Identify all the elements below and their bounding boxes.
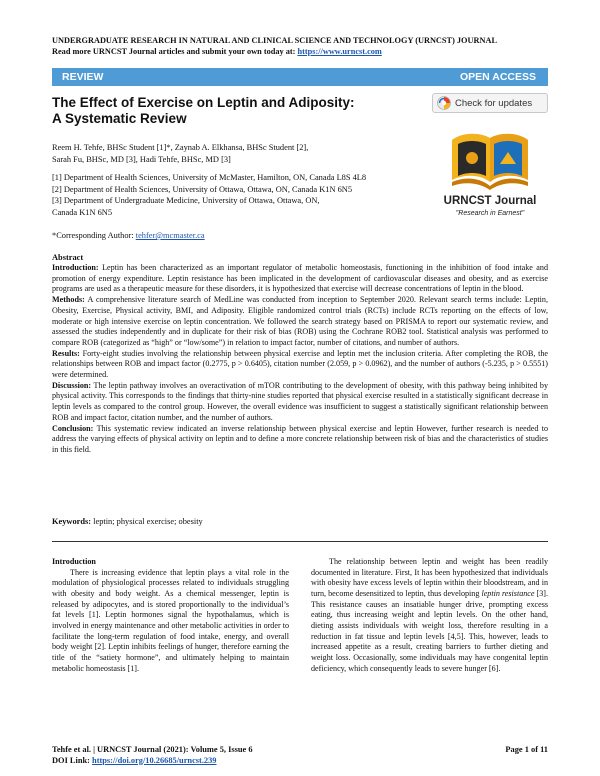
abstract-methods <box>52 295 548 349</box>
abstract-discussion-label: Discussion: <box>52 380 92 390</box>
footer-doi <box>52 756 412 767</box>
abstract-results-text: Forty-eight studies involving the relationship between physical exercise and leptin met the inclusion criteria. After completing the ROB, the relationships between ROB and impact factor (0.2775, p > 0.6405), citation number (2.059, p > 0.0962), and the number of authors (-5.235, p > 0.5551) were determined. <box>52 348 548 380</box>
page-number: Page 1 of 11 <box>505 745 548 754</box>
article-title-line1: The Effect of Exercise on Leptin and Adiposity: <box>52 95 355 110</box>
logo-tagline: "Research in Earnest" <box>455 210 525 217</box>
body-column-left <box>52 557 289 674</box>
banner-open-access-label: OPEN ACCESS <box>459 70 536 83</box>
check-updates-label: Check for updates <box>455 97 533 109</box>
author-list <box>52 142 392 165</box>
abstract-results-label: Results: <box>52 348 80 358</box>
authors-line2: Sarah Fu, BHSc, MD [3], Hadi Tehfe, BHSc, MD [3] <box>52 154 231 164</box>
abstract-methods-label: Methods: <box>52 295 85 305</box>
keywords <box>52 517 548 526</box>
introduction-paragraph-1: There is increasing evidence that leptin plays a vital role in the modulation of physiological processes related to individuals struggling with obesity and body weight. As a chemical messenger, leptin is released by adipocytes, and is stored proportionally to the individual’s fat levels [1]. Leptin hormones signal the hypothalamus, which is involved in energy maintenance and other metabolic activities in order to facilitate the long-term regulation of food intake, energy, and overall body weight [2]. Leptin inhibits feelings of hunger, therefore earning the title of the “satiety hormone”, and ultimately helping to maintain metabolic homeostasis [1]. <box>52 567 289 673</box>
abstract-discussion <box>52 381 548 424</box>
abstract-body <box>52 263 548 456</box>
check-updates-icon <box>437 96 451 110</box>
corresponding-label: *Corresponding Author: <box>52 231 136 240</box>
journal-cta <box>52 47 552 58</box>
paragraph-2-text-a: The relationship between leptin and weight has been readily documented in literature. First, It has been hypothesized that individuals with obesity have excess levels of leptin within their bloodstream, and in turn, become desensitized to leptin, thus developing <box>311 557 548 598</box>
authors-line1: Reem H. Tehfe, BHSc Student [1]*, Zaynab A. Elkhansa, BHSc Student [2], <box>52 143 309 152</box>
section-divider <box>52 541 548 542</box>
corresponding-email-link[interactable]: tehfer@mcmaster.ca <box>135 231 205 240</box>
abstract-intro-text: Leptin has been characterized as an important regulator of metabolic homeostasis, functioning in the inhibition of food intake and promotion of energy expenditure. Leptin resistance has been implicated in the development of cardiovascular diseases and obesity, and as exercise programs are used as a therapeutic measure for these disorders, it is hypothesized that exercise will decrease concentrations of leptin in the blood. <box>52 263 548 294</box>
abstract-conclusion-text: This systematic review indicated an inverse relationship between physical exercise and leptin However, further research is needed to address the varying effects of physical activity on leptin and to define a more concrete relationship between risk of bias and the characteristics of studies in this field. <box>52 423 548 454</box>
keywords-text: leptin; physical exercise; obesity <box>91 517 203 526</box>
article-type-banner <box>52 68 548 86</box>
article-title-line2: A Systematic Review <box>52 111 187 126</box>
urncst-logo <box>440 130 540 220</box>
abstract-methods-text: A comprehensive literature search of MedLine was conducted from inception to September 2020. Relevant search terms include: Leptin, Obesity, Exercise, Physical activity, BMI, and Adiposity. Eligible randomized control trials (RCTs) include RCTs reporting on the effects of low, moderate or high intensive exercise on leptin concentration. We followed the search strategy based on PRISMA to report our systematic review, and assessed the studies independently and in duplicate for their risk of bias (ROB) using the Cochrane ROB2 tool. Statistical analysis was performed to compare ROB (categorized as “high” or “low/some”) in relation to impact factor, number of citations, and number of authors. <box>52 295 548 347</box>
abstract-introduction <box>52 263 548 295</box>
abstract-conclusion-label: Conclusion: <box>52 423 94 433</box>
affiliation-2: [2] Department of Health Sciences, University of Ottawa, Ottawa, ON, Canada K1N 6N5 <box>52 184 353 194</box>
logo-wordmark: URNCST Journal <box>443 195 537 207</box>
abstract-conclusion <box>52 424 548 456</box>
abstract-intro-label: Introduction: <box>52 263 99 272</box>
affiliation-3-cont: Canada K1N 6N5 <box>52 207 113 217</box>
keywords-label: Keywords: <box>52 517 92 526</box>
journal-title: UNDERGRADUATE RESEARCH IN NATURAL AND CLINICAL SCIENCE AND TECHNOLOGY (URNCST) JOURNAL <box>52 36 498 45</box>
urncst-book-icon <box>440 130 540 194</box>
footer-citation: Tehfe et al. | URNCST Journal (2021): Volume 5, Issue 6 <box>52 745 253 754</box>
banner-review-label: REVIEW <box>62 70 104 83</box>
page-footer <box>52 745 412 766</box>
journal-header <box>52 36 552 57</box>
article-title <box>52 95 392 127</box>
journal-cta-text: Read more URNCST Journal articles and submit your own today at: <box>52 46 298 56</box>
check-for-updates-button[interactable] <box>432 93 548 113</box>
abstract-heading: Abstract <box>52 253 84 262</box>
abstract-results <box>52 349 548 381</box>
paragraph-2-text-b: [3]. This resistance causes an insatiable hunger drive, prompting excess eating, thus increasing weight and leptin levels. On the other hand, dieting assists individuals with weight loss, therefore resulting in a reduction in fat tissue and leptin levels [4,5]. This, however, leads to increased appetite as a result, creating barriers to further dieting and weight loss. Occasionally, some individuals may have congenital leptin deficiency, which consequently leads to severe hunger [6]. <box>311 588 548 673</box>
footer-doi-label: DOI Link: <box>52 755 93 765</box>
affiliation-1: [1] Department of Health Sciences, University of McMaster, Hamilton, ON, Canada L8S 4L8 <box>52 173 367 182</box>
abstract-discussion-text: The leptin pathway involves an overactivation of mTOR contributing to the development of obesity, with this pathway being inhibited by physical activity. This corresponds to the findings that thirty-nine studies reported that physical exercise resulted in a statistically significant decrease in leptin levels as compared to the control group. However, the overall evidence was insufficient to suggest a statistically significant relationship between ROB and impact factor, citation number, and the number of authors. <box>52 380 548 422</box>
corresponding-author <box>52 231 392 240</box>
introduction-heading: Introduction <box>52 557 96 566</box>
leptin-resistance-term: leptin resistance <box>481 588 535 598</box>
journal-website-link[interactable]: https://www.urncst.com <box>297 46 382 56</box>
doi-link[interactable]: https://doi.org/10.26685/urncst.239 <box>92 755 217 765</box>
affiliation-3: [3] Department of Undergraduate Medicine, University of Ottawa, Ottawa, ON, <box>52 196 320 205</box>
body-column-right <box>311 557 548 674</box>
introduction-paragraph-2 <box>311 557 548 674</box>
affiliations <box>52 172 392 218</box>
